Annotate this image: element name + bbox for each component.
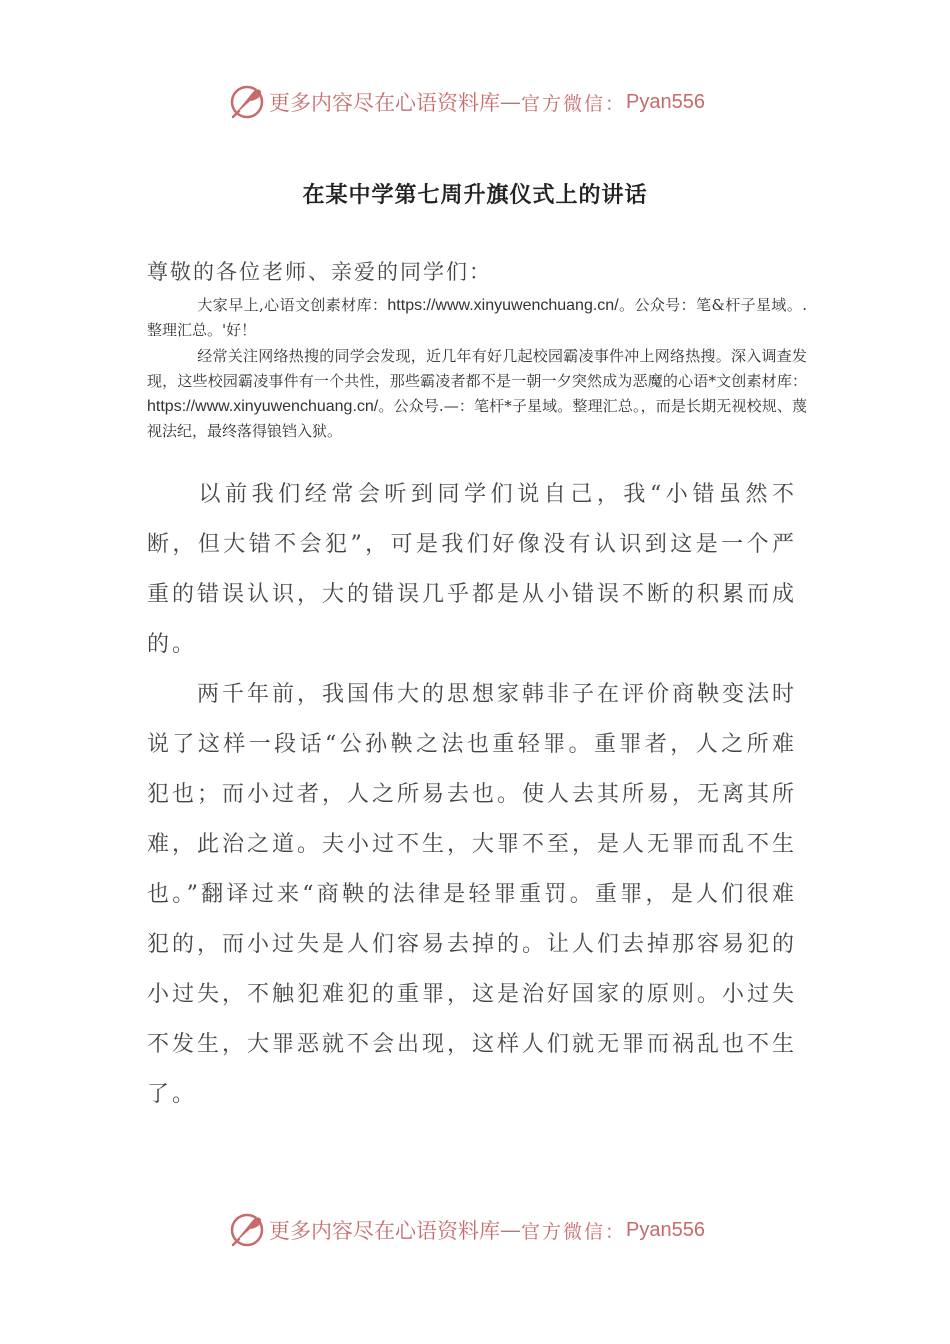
paragraph-1-url: https://www.xinyuwenchuang.cn/ [387, 297, 619, 314]
quill-pen-logo-icon [227, 1210, 267, 1250]
document-title: 在某中学第七周升旗仪式上的讲话 [302, 183, 648, 208]
paragraph-3-text: 以前我们经常会听到同学们说自己，我“小错虽然不断，但大错不会犯”，可是我们好像没有认识到这是一个严重的错误认识，大的错误几乎都是从小错误不断的积累而成的。 [147, 482, 798, 657]
banner-wechat-id: Pyan556 [626, 1218, 705, 1241]
quill-pen-logo-icon [227, 82, 267, 122]
banner-dash: — [500, 90, 521, 114]
paragraph-3 [147, 470, 797, 670]
banner-wechat-label: 官方微信： [521, 1220, 627, 1243]
banner-wechat-label: 官方微信： [521, 92, 627, 115]
paragraph-2 [147, 344, 807, 444]
banner-main-text: 更多内容尽在心语资料库 [269, 1219, 500, 1243]
paragraph-2-url: https://www.xinyuwenchuang.cn/ [147, 398, 379, 415]
paragraph-4-text: 两千年前，我国伟大的思想家韩非子在评价商鞅变法时说了这样一段话“公孙鞅之法也重轻罪。重罪者，人之所难犯也；而小过者，人之所易去也。使人去其所易，无离其所难，此治之道。夫小过不生，大罪不至，是人无罪而乱不生也。”翻译过来“商鞅的法律是轻罪重罚。重罪，是人们很难犯的，而小过失是人们容易去掉的。让人们去掉那容易犯的小过失，不触犯难犯的重罪，这是治好国家的原则。小过失不发生，大罪恶就不会出现，这样人们就无罪而祸乱也不生了。 [147, 682, 798, 1107]
banner-main-text: 更多内容尽在心语资料库 [269, 91, 500, 115]
footer-banner [227, 1210, 705, 1250]
banner-dash: — [500, 1218, 521, 1242]
header-banner [227, 82, 705, 122]
paragraph-2-text-b: 。公众号.—：笔杆*子星域。整理汇总。，而是长期无视校规、蔑视法纪，最终落得锒铛入狱。 [147, 397, 807, 440]
paragraph-1-text-a: 大家早上,心语文创素材库： [197, 296, 388, 314]
banner-wechat-id: Pyan556 [626, 90, 705, 113]
paragraph-4 [147, 670, 797, 1120]
salutation: 尊敬的各位老师、亲爱的同学们： [147, 260, 492, 284]
paragraph-1 [147, 293, 807, 343]
paragraph-2-text-a: 经常关注网络热搜的同学会发现，近几年有好几起校园霸凌事件冲上网络热搜。深入调查发现，这些校园霸凌事件有一个共性，那些霸凌者都不是一朝一夕突然成为恶魔的心语*文创素材库： [147, 347, 807, 390]
paragraph-1-text-b: 。公众号：笔&杆子星域。.整理汇总。'好！ [147, 296, 807, 339]
